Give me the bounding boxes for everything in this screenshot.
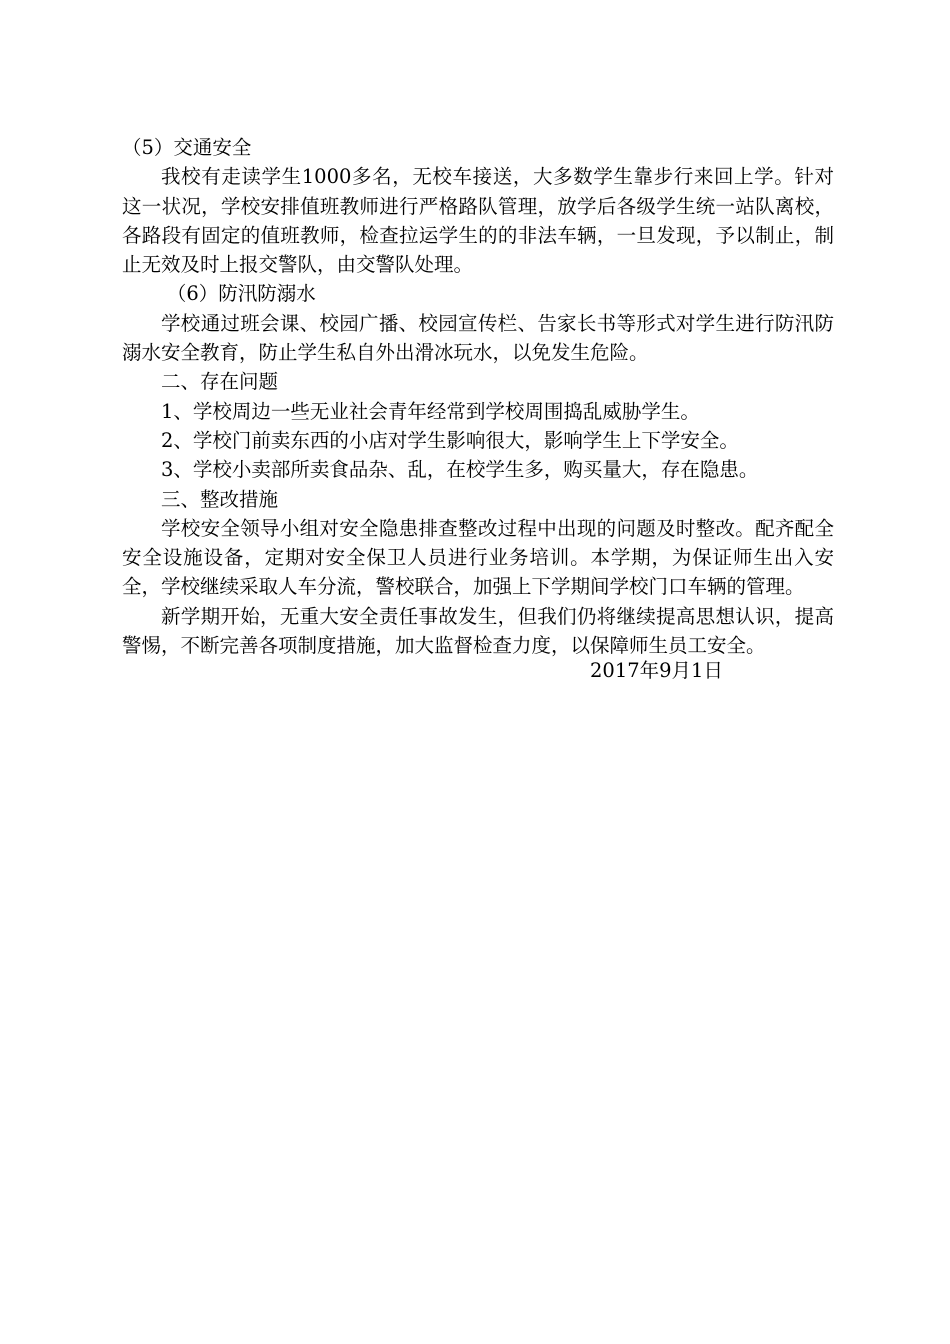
document-date: 2017年9月1日 xyxy=(590,659,723,682)
paragraph-closing: 新学期开始，无重大安全责任事故发生，但我们仍将继续提高思想认识，提高警惕，不断完善各项制度措施，加大监督检查力度，以保障师生员工安全。 xyxy=(122,604,834,658)
paragraph-traffic-safety: 我校有走读学生1000多名，无校车接送，大多数学生靠步行来回上学。针对这一状况，学校安排值班教师进行严格路队管理，放学后各级学生统一站队离校，各路段有固定的值班教师，检查拉运学生的的非法车辆，一旦发现，予以制止，制止无效及时上报交警队，由交警队处理。 xyxy=(122,165,834,277)
document-body xyxy=(122,133,834,660)
problem-item-3: 3、学校小卖部所卖食品杂、乱，在校学生多，购买量大，存在隐患。 xyxy=(161,458,759,482)
problem-item-1: 1、学校周边一些无业社会青年经常到学校周围捣乱威胁学生。 xyxy=(161,399,700,423)
section-heading-flood-drowning: （6）防汛防溺水 xyxy=(166,282,316,306)
paragraph-measures: 学校安全领导小组对安全隐患排查整改过程中出现的问题及时整改。配齐配全安全设施设备，定期对安全保卫人员进行业务培训。本学期，为保证师生出入安全，学校继续采取人车分流，警校联合，加强上下学期间学校门口车辆的管理。 xyxy=(122,516,834,599)
section-heading-measures: 三、整改措施 xyxy=(161,487,279,511)
paragraph-flood-drowning: 学校通过班会课、校园广播、校园宣传栏、告家长书等形式对学生进行防汛防溺水安全教育，防止学生私自外出滑冰玩水，以免发生危险。 xyxy=(122,311,834,365)
section-heading-traffic-safety: （5）交通安全 xyxy=(122,136,252,159)
section-heading-problems: 二、存在问题 xyxy=(161,370,279,394)
problem-item-2: 2、学校门前卖东西的小店对学生影响很大，影响学生上下学安全。 xyxy=(161,428,739,452)
